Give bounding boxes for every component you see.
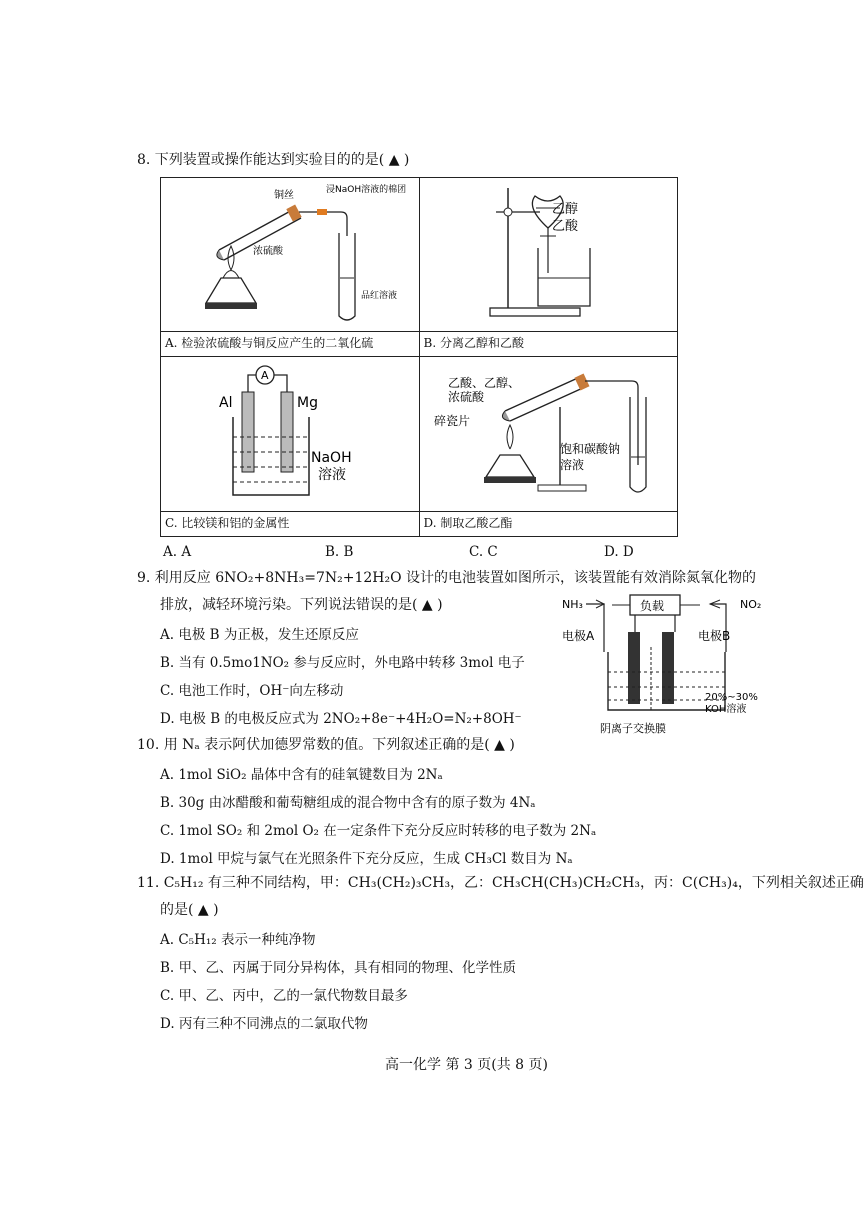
apparatus-a-diagram bbox=[161, 178, 419, 330]
q8-cell-b bbox=[419, 178, 678, 357]
q8-choice-c: C. C bbox=[469, 544, 498, 560]
label-reagents-2: 浓硫酸 bbox=[447, 390, 484, 404]
q10-option-c: C. 1mol SO₂ 和 2mol O₂ 在一定条件下充分反应时转移的电子数为 2Nₐ bbox=[160, 823, 597, 839]
q11-stem-line2: 的是( ▲ ) bbox=[160, 902, 219, 918]
q8-choice-a: A. A bbox=[163, 544, 192, 560]
q9-option-d: D. 电极 B 的电极反应式为 2NO₂+8e⁻+4H₂O=N₂+8OH⁻ bbox=[160, 711, 522, 727]
q8-cell-d bbox=[419, 357, 678, 537]
divider bbox=[420, 511, 678, 512]
q11-option-b: B. 甲、乙、丙属于同分异构体，具有相同的物理、化学性质 bbox=[160, 960, 517, 976]
label-no2: NO₂ bbox=[740, 598, 762, 611]
divider bbox=[161, 331, 419, 332]
q10-stem: 10. 用 Nₐ 表示阿伏加德罗常数的值。下列叙述正确的是( ▲ ) bbox=[137, 737, 515, 753]
divider bbox=[420, 331, 678, 332]
q8-stem: 8. 下列装置或操作能达到实验目的的是( ▲ ) bbox=[137, 152, 410, 168]
q9-option-a: A. 电极 B 为正极，发生还原反应 bbox=[160, 627, 359, 643]
label-electrode-a: 电极A bbox=[562, 629, 595, 643]
q8-cell-c bbox=[161, 357, 420, 537]
caption-b: B. 分离乙醇和乙酸 bbox=[423, 336, 524, 350]
apparatus-d-diagram bbox=[420, 357, 678, 509]
label-koh: KOH溶液 bbox=[705, 704, 747, 715]
label-sat-na2co3: 饱和碳酸钠 bbox=[559, 442, 620, 456]
caption-a: A. 检验浓硫酸与铜反应产生的二氧化硫 bbox=[165, 336, 374, 350]
q8-cell-a bbox=[161, 178, 420, 357]
q9-stem-line1: 9. 利用反应 6NO₂+8NH₃=7N₂+12H₂O 设计的电池装置如图所示，该装置能有效消除氮氧化物的 bbox=[137, 570, 757, 586]
label-concentration: 20%~30% bbox=[705, 692, 758, 703]
q9-cell-diagram bbox=[560, 592, 770, 737]
label-nh3: NH₃ bbox=[562, 598, 583, 611]
label-solution: 溶液 bbox=[318, 467, 346, 483]
label-magenta-solution: 品红溶液 bbox=[361, 291, 398, 301]
q10-option-b: B. 30g 由冰醋酸和葡萄糖组成的混合物中含有的原子数为 4Nₐ bbox=[160, 795, 536, 811]
q8-apparatus-grid bbox=[160, 177, 678, 537]
label-al: Al bbox=[219, 395, 233, 411]
label-reagents-1: 乙酸、乙醇、 bbox=[447, 376, 520, 390]
q11-stem-line1: 11. C₅H₁₂ 有三种不同结构，甲：CH₃(CH₂)₃CH₃，乙：CH₃CH(CH₃)CH₂CH₃，丙：C(CH₃)₄，下列相关叙述正确 bbox=[137, 875, 864, 891]
ammeter-label: A bbox=[261, 369, 269, 382]
label-solution: 溶液 bbox=[559, 458, 584, 472]
q11-option-a: A. C₅H₁₂ 表示一种纯净物 bbox=[160, 932, 316, 948]
apparatus-c-diagram bbox=[161, 357, 419, 509]
q9-stem-line2: 排放，减轻环境污染。下列说法错误的是( ▲ ) bbox=[160, 597, 443, 613]
apparatus-b-diagram bbox=[420, 178, 678, 330]
q11-option-c: C. 甲、乙、丙中，乙的一氯代物数目最多 bbox=[160, 988, 408, 1004]
q10-option-a: A. 1mol SiO₂ 晶体中含有的硅氧键数目为 2Nₐ bbox=[160, 767, 443, 783]
q9-option-b: B. 当有 0.5mo1NO₂ 参与反应时，外电路中转移 3mol 电子 bbox=[160, 655, 525, 671]
label-naoh-cotton: 浸NaOH溶液的棉团 bbox=[326, 185, 407, 195]
caption-c: C. 比较镁和铝的金属性 bbox=[165, 516, 290, 530]
q11-option-d: D. 丙有三种不同沸点的二氯取代物 bbox=[160, 1016, 368, 1032]
label-mg: Mg bbox=[297, 395, 318, 411]
label-electrode-b: 电极B bbox=[698, 629, 731, 643]
q8-choice-d: D. D bbox=[604, 544, 634, 560]
caption-d: D. 制取乙酸乙酯 bbox=[423, 516, 513, 530]
label-ethanol: 乙醇 bbox=[551, 202, 578, 217]
page-footer: 高一化学 第 3 页(共 8 页) bbox=[385, 1057, 548, 1073]
divider bbox=[161, 511, 419, 512]
q8-choice-b: B. B bbox=[325, 544, 354, 560]
label-load: 负载 bbox=[640, 599, 665, 613]
label-copper-wire: 铜丝 bbox=[274, 190, 294, 201]
q10-option-d: D. 1mol 甲烷与氯气在光照条件下充分反应，生成 CH₃Cl 数目为 Nₐ bbox=[160, 851, 573, 867]
label-membrane: 阴离子交换膜 bbox=[600, 722, 666, 735]
label-naoh: NaOH bbox=[311, 450, 352, 466]
label-conc-sulfuric: 浓硫酸 bbox=[253, 246, 283, 257]
label-acetic-acid: 乙酸 bbox=[551, 219, 578, 234]
label-porcelain-chips: 碎瓷片 bbox=[433, 414, 470, 428]
q9-option-c: C. 电池工作时，OH⁻向左移动 bbox=[160, 683, 344, 699]
